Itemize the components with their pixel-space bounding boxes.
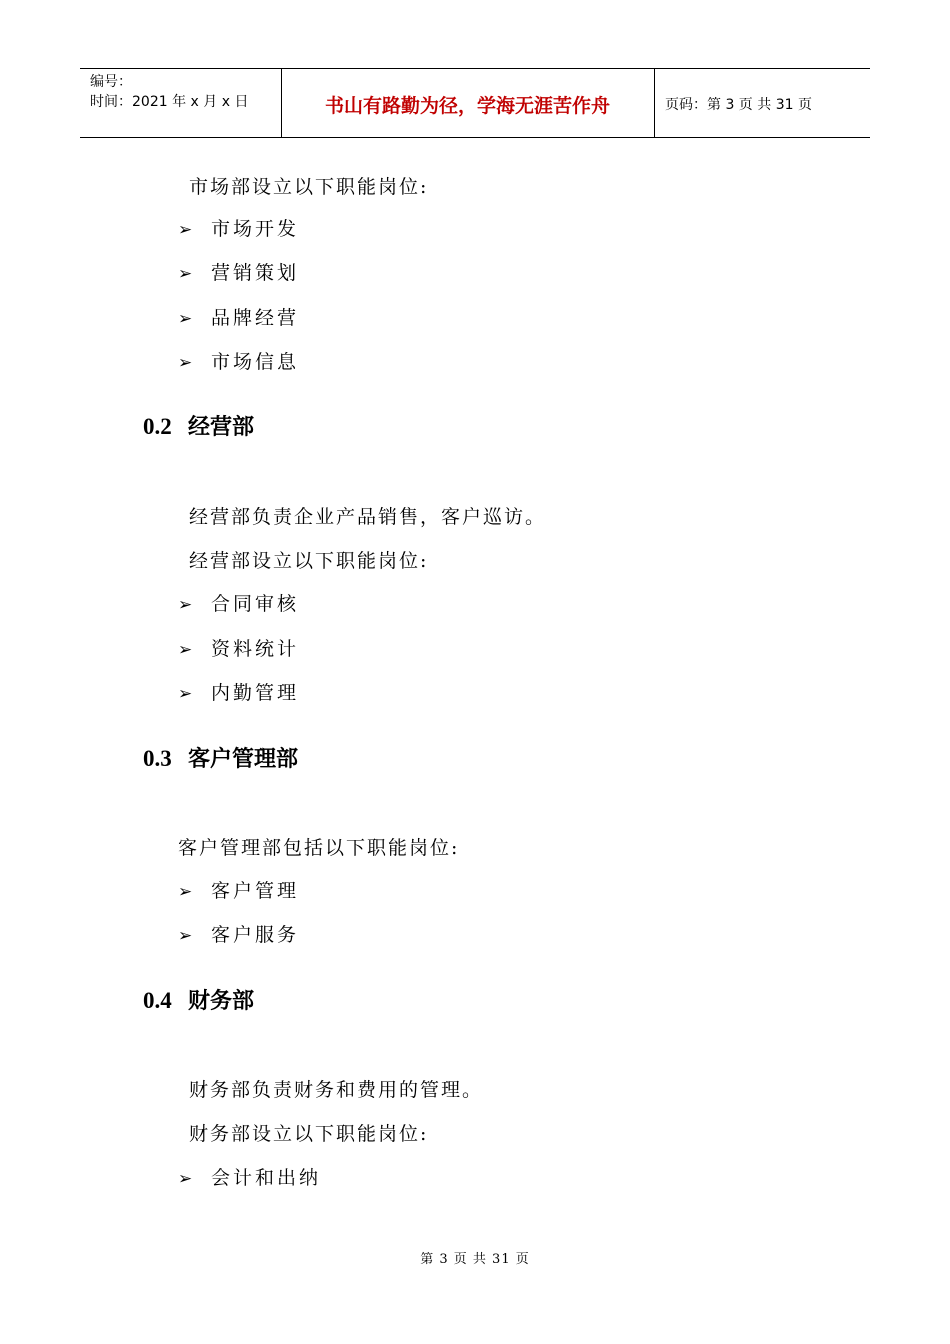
list-item: ➢ 市场开发 (178, 218, 300, 240)
arrow-bullet-icon: ➢ (178, 353, 193, 373)
header-page-cell (655, 69, 870, 137)
list-item: ➢ 客户管理 (178, 880, 300, 902)
list-item: ➢ 营销策划 (178, 262, 300, 284)
arrow-bullet-icon: ➢ (178, 640, 193, 660)
arrow-bullet-icon: ➢ (178, 595, 193, 615)
page-header (80, 68, 870, 138)
section-heading (143, 984, 254, 1015)
section-title: 经营部 (188, 415, 255, 440)
section-number: 0.4 (143, 988, 172, 1013)
market-intro: 市场部设立以下职能岗位: (189, 176, 429, 198)
arrow-bullet-icon: ➢ (178, 684, 193, 704)
motto: 书山有路勤为径，学海无涯苦作舟 (324, 95, 610, 117)
list-item: ➢ 内勤管理 (178, 682, 300, 704)
time-label: 时间：2021 年 x 月 x 日 (90, 94, 249, 110)
list-item: ➢ 会计和出纳 (178, 1167, 322, 1189)
arrow-bullet-icon: ➢ (178, 1169, 193, 1189)
number-label: 编号： (90, 74, 132, 90)
page-footer: 第 3 页 共 31 页 (420, 1252, 530, 1267)
arrow-bullet-icon: ➢ (178, 882, 193, 902)
page-info: 页码：第 3 页 共 31 页 (665, 97, 812, 113)
section-number: 0.2 (143, 414, 172, 439)
list-item: ➢ 合同审核 (178, 593, 300, 615)
list-item: ➢ 市场信息 (178, 351, 300, 373)
section-intro: 财务部设立以下职能岗位: (189, 1123, 429, 1145)
section-title: 财务部 (188, 989, 255, 1014)
arrow-bullet-icon: ➢ (178, 309, 193, 329)
section-heading (143, 742, 298, 773)
list-item: ➢ 品牌经营 (178, 307, 300, 329)
list-item: ➢ 资料统计 (178, 638, 300, 660)
header-meta-cell (80, 69, 282, 137)
section-number: 0.3 (143, 746, 172, 771)
arrow-bullet-icon: ➢ (178, 264, 193, 284)
section-title: 客户管理部 (188, 747, 299, 772)
section-description: 财务部负责财务和费用的管理。 (189, 1079, 484, 1101)
section-heading (143, 410, 254, 441)
arrow-bullet-icon: ➢ (178, 926, 193, 946)
section-description: 经营部负责企业产品销售，客户巡访。 (189, 506, 547, 528)
header-motto-cell (281, 69, 655, 137)
list-item: ➢ 客户服务 (178, 924, 300, 946)
arrow-bullet-icon: ➢ (178, 220, 193, 240)
section-intro: 经营部设立以下职能岗位: (189, 550, 429, 572)
section-intro: 客户管理部包括以下职能岗位: (178, 837, 460, 859)
